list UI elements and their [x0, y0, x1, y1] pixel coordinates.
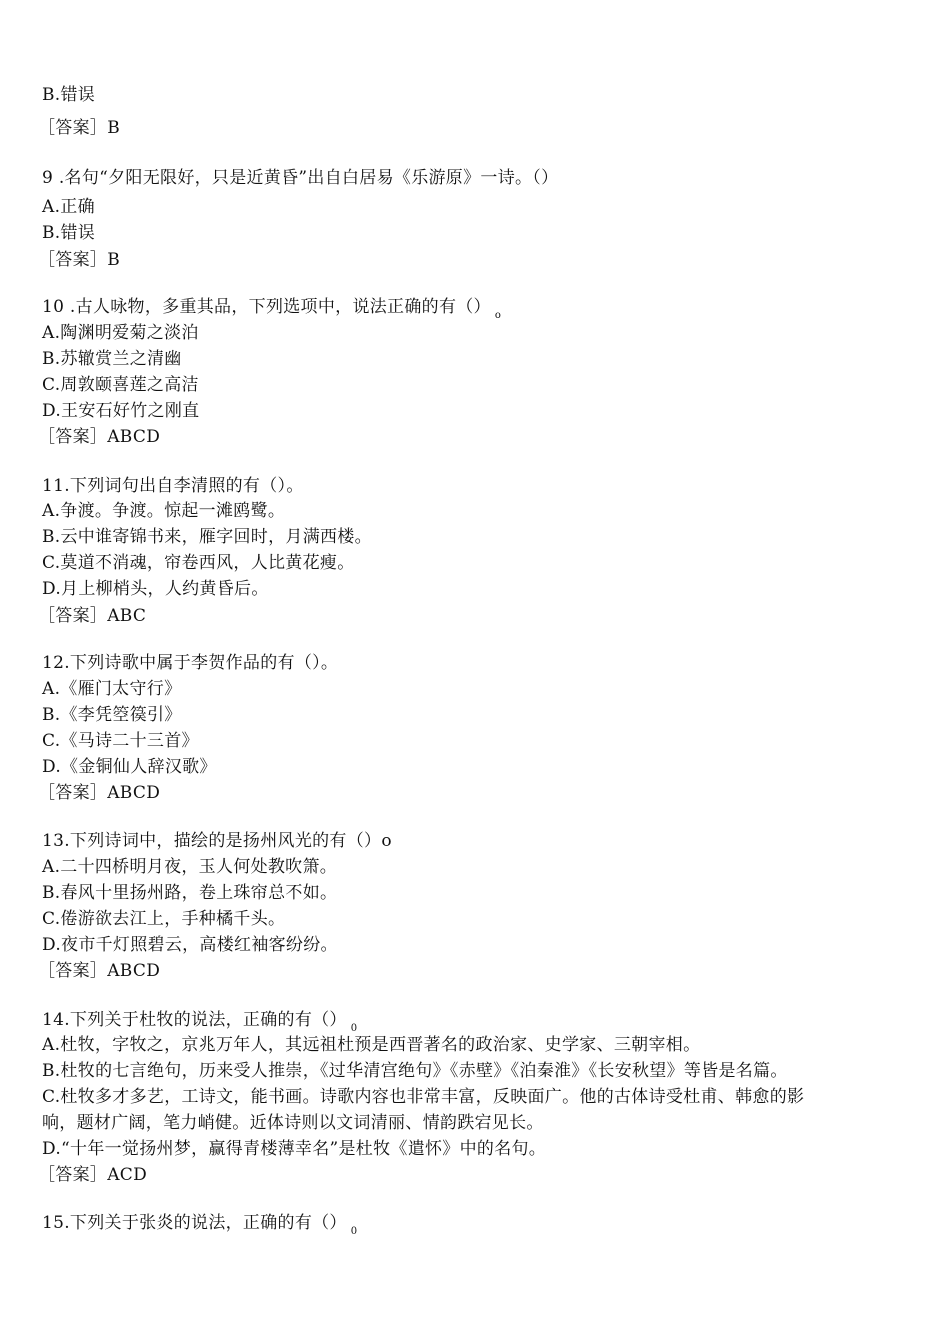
- option-a-q10: A.陶渊明爱菊之淡泊: [42, 323, 199, 343]
- option-d-q14: D.“十年一觉扬州梦，赢得青楼薄幸名”是杜牧《遣怀》中的名句。: [42, 1139, 547, 1159]
- option-c-q14: C.杜牧多才多艺，工诗文，能书画。诗歌内容也非常丰富，反映面广。他的古体诗受杜甫、韩愈的影: [42, 1087, 805, 1107]
- option-d-q13: D.夜市千灯照碧云，高楼红袖客纷纷。: [42, 935, 338, 955]
- question-12: 12.下列诗歌中属于李贺作品的有（）。: [42, 653, 339, 673]
- option-b-q10: B.苏辙赏兰之清幽: [42, 349, 182, 369]
- question-15-text: 15.下列关于张炎的说法，正确的有（）: [42, 1213, 347, 1233]
- option-b-q11: B.云中谁寄锦书来，雁字回时，月满西楼。: [42, 527, 372, 547]
- question-15: [42, 1212, 357, 1243]
- question-13: 13.下列诗词中，描绘的是扬州风光的有（）o: [42, 831, 392, 851]
- answer-q14: ［答案］ACD: [38, 1165, 148, 1185]
- answer-q12: ［答案］ABCD: [38, 783, 161, 803]
- option-b-q13: B.春风十里扬州路，卷上珠帘总不如。: [42, 883, 338, 903]
- option-b-q12: B.《李凭箜篌引》: [42, 705, 182, 725]
- option-d-q11: D.月上柳梢头，人约黄昏后。: [42, 579, 269, 599]
- option-c-q12: C.《马诗二十三首》: [42, 731, 199, 751]
- answer-q8: ［答案］B: [38, 118, 120, 138]
- question-14-text: 14.下列关于杜牧的说法，正确的有（）: [42, 1010, 347, 1030]
- option-b-q8: B.错误: [42, 85, 96, 105]
- answer-q11: ［答案］ABC: [38, 606, 147, 626]
- option-b-q14: B.杜牧的七言绝句，历来受人推崇，《过华清宫绝句》《赤壁》《泊秦淮》《长安秋望》等皆是名篇。: [42, 1061, 788, 1081]
- option-c-q13: C.倦游欲去江上，手种橘千头。: [42, 909, 286, 929]
- option-c-q14-continued: 响，题材广阔，笔力峭健。近体诗则以文词清丽、情韵跌宕见长。: [42, 1113, 544, 1133]
- option-c-q10: C.周敦颐喜莲之高洁: [42, 375, 199, 395]
- answer-q9: ［答案］B: [38, 250, 120, 270]
- option-a-q14: A.杜牧，字牧之，京兆万年人，其远祖杜预是西晋著名的政治家、史学家、三朝宰相。: [42, 1035, 701, 1055]
- question-10-text: 10 .古人咏物，多重其品，下列选项中，说法正确的有（）: [42, 297, 491, 317]
- answer-q10: ［答案］ABCD: [38, 427, 161, 447]
- option-a-q13: A.二十四桥明月夜，玉人何处教吹箫。: [42, 857, 338, 877]
- option-a-q12: A.《雁门太守行》: [42, 679, 182, 699]
- option-c-q11: C.莫道不消魂，帘卷西风，人比黄花瘦。: [42, 553, 355, 573]
- question-15-mark: 0: [350, 1226, 358, 1237]
- question-10-mark: o: [494, 310, 502, 321]
- option-a-q11: A.争渡。争渡。惊起一滩鸥鹭。: [42, 501, 286, 521]
- option-b-q9: B.错误: [42, 223, 96, 243]
- question-9: 9 .名句“夕阳无限好，只是近黄昏”出自白居易《乐游原》一诗。（）: [42, 168, 559, 188]
- question-14-mark: 0: [350, 1023, 358, 1034]
- question-11: 11.下列词句出自李清照的有（）。: [42, 476, 304, 496]
- answer-q13: ［答案］ABCD: [38, 961, 161, 981]
- option-d-q12: D.《金铜仙人辞汉歌》: [42, 757, 217, 777]
- option-a-q9: A.正确: [42, 197, 95, 217]
- option-d-q10: D.王安石好竹之刚直: [42, 401, 200, 421]
